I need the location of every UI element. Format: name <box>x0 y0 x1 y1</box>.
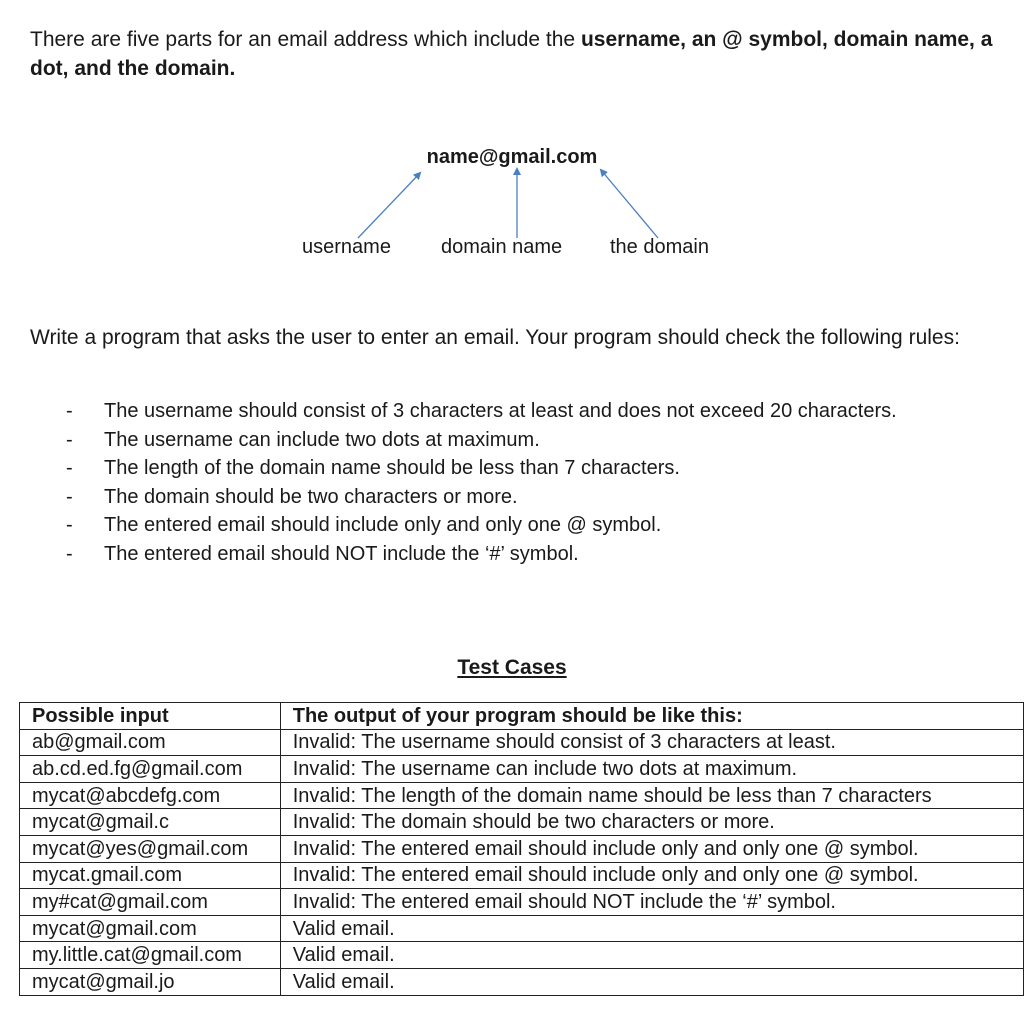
cell-output: Valid email. <box>280 968 1023 995</box>
rule-item <box>30 511 930 540</box>
table-row <box>20 782 1024 809</box>
arrow-username <box>358 173 420 238</box>
rule-text: The entered email should NOT include the ‘#’ symbol. <box>104 542 579 565</box>
label-the-domain: the domain <box>610 236 709 258</box>
rule-item <box>30 397 930 426</box>
table-row <box>20 756 1024 783</box>
cell-input: mycat@gmail.c <box>20 809 281 836</box>
rule-item <box>30 540 930 569</box>
test-cases-table <box>19 702 1024 996</box>
table-row <box>20 915 1024 942</box>
table-row <box>20 889 1024 916</box>
cell-input: mycat@yes@gmail.com <box>20 835 281 862</box>
table-header-row <box>20 703 1024 730</box>
cell-input: my#cat@gmail.com <box>20 889 281 916</box>
bullet-dash: - <box>66 428 73 451</box>
table-row <box>20 968 1024 995</box>
arrow-the-domain <box>601 170 658 238</box>
intro-paragraph <box>30 25 1010 83</box>
rule-text: The entered email should include only and only one @ symbol. <box>104 514 662 536</box>
rule-text: The length of the domain name should be less than 7 characters. <box>104 457 680 479</box>
label-username: username <box>302 236 391 258</box>
header-expected-output: The output of your program should be like this: <box>280 703 1023 730</box>
rule-text: The username can include two dots at maximum. <box>104 428 540 451</box>
table-row <box>20 729 1024 756</box>
cell-output: Valid email. <box>280 915 1023 942</box>
cell-input: mycat@gmail.com <box>20 915 281 942</box>
rule-item <box>30 483 930 512</box>
bullet-dash: - <box>66 542 73 565</box>
cell-input: mycat@gmail.jo <box>20 968 281 995</box>
header-possible-input: Possible input <box>20 703 281 730</box>
bullet-dash: - <box>66 514 73 536</box>
cell-output: Valid email. <box>280 942 1023 969</box>
table-row <box>20 809 1024 836</box>
cell-output: Invalid: The domain should be two characters or more. <box>280 809 1023 836</box>
cell-output: Invalid: The entered email should include only and only one @ symbol. <box>280 835 1023 862</box>
rule-text: The username should consist of 3 characters at least and does not exceed 20 characters. <box>104 400 897 422</box>
rules-list <box>30 397 930 568</box>
rule-text: The domain should be two characters or more. <box>104 485 518 508</box>
cell-input: mycat.gmail.com <box>20 862 281 889</box>
rule-item <box>30 454 930 483</box>
bullet-dash: - <box>66 485 73 508</box>
cell-output: Invalid: The entered email should include only and only one @ symbol. <box>280 862 1023 889</box>
cell-output: Invalid: The username can include two dots at maximum. <box>280 756 1023 783</box>
cell-input: mycat@abcdefg.com <box>20 782 281 809</box>
rule-item <box>30 426 930 455</box>
table-row <box>20 942 1024 969</box>
cell-output: Invalid: The entered email should NOT include the ‘#’ symbol. <box>280 889 1023 916</box>
table-row <box>20 862 1024 889</box>
intro-text: There are five parts for an email address which include the <box>30 28 581 51</box>
email-parts-diagram <box>0 140 1024 270</box>
cell-input: ab.cd.ed.fg@gmail.com <box>20 756 281 783</box>
cell-output: Invalid: The length of the domain name should be less than 7 characters <box>280 782 1023 809</box>
cell-input: ab@gmail.com <box>20 729 281 756</box>
label-domain-name: domain name <box>441 236 563 258</box>
bullet-dash: - <box>66 400 73 422</box>
test-cases-title: Test Cases <box>457 656 567 679</box>
intro-bold-text: username, an @ symbol, domain name, a dot, and the domain. <box>30 28 993 80</box>
example-email: name@gmail.com <box>426 146 598 168</box>
cell-input: my.little.cat@gmail.com <box>20 942 281 969</box>
cell-output: Invalid: The username should consist of 3 characters at least. <box>280 729 1023 756</box>
task-paragraph: Write a program that asks the user to enter an email. Your program should check the following rules: <box>30 326 960 349</box>
table-row <box>20 835 1024 862</box>
bullet-dash: - <box>66 457 73 479</box>
